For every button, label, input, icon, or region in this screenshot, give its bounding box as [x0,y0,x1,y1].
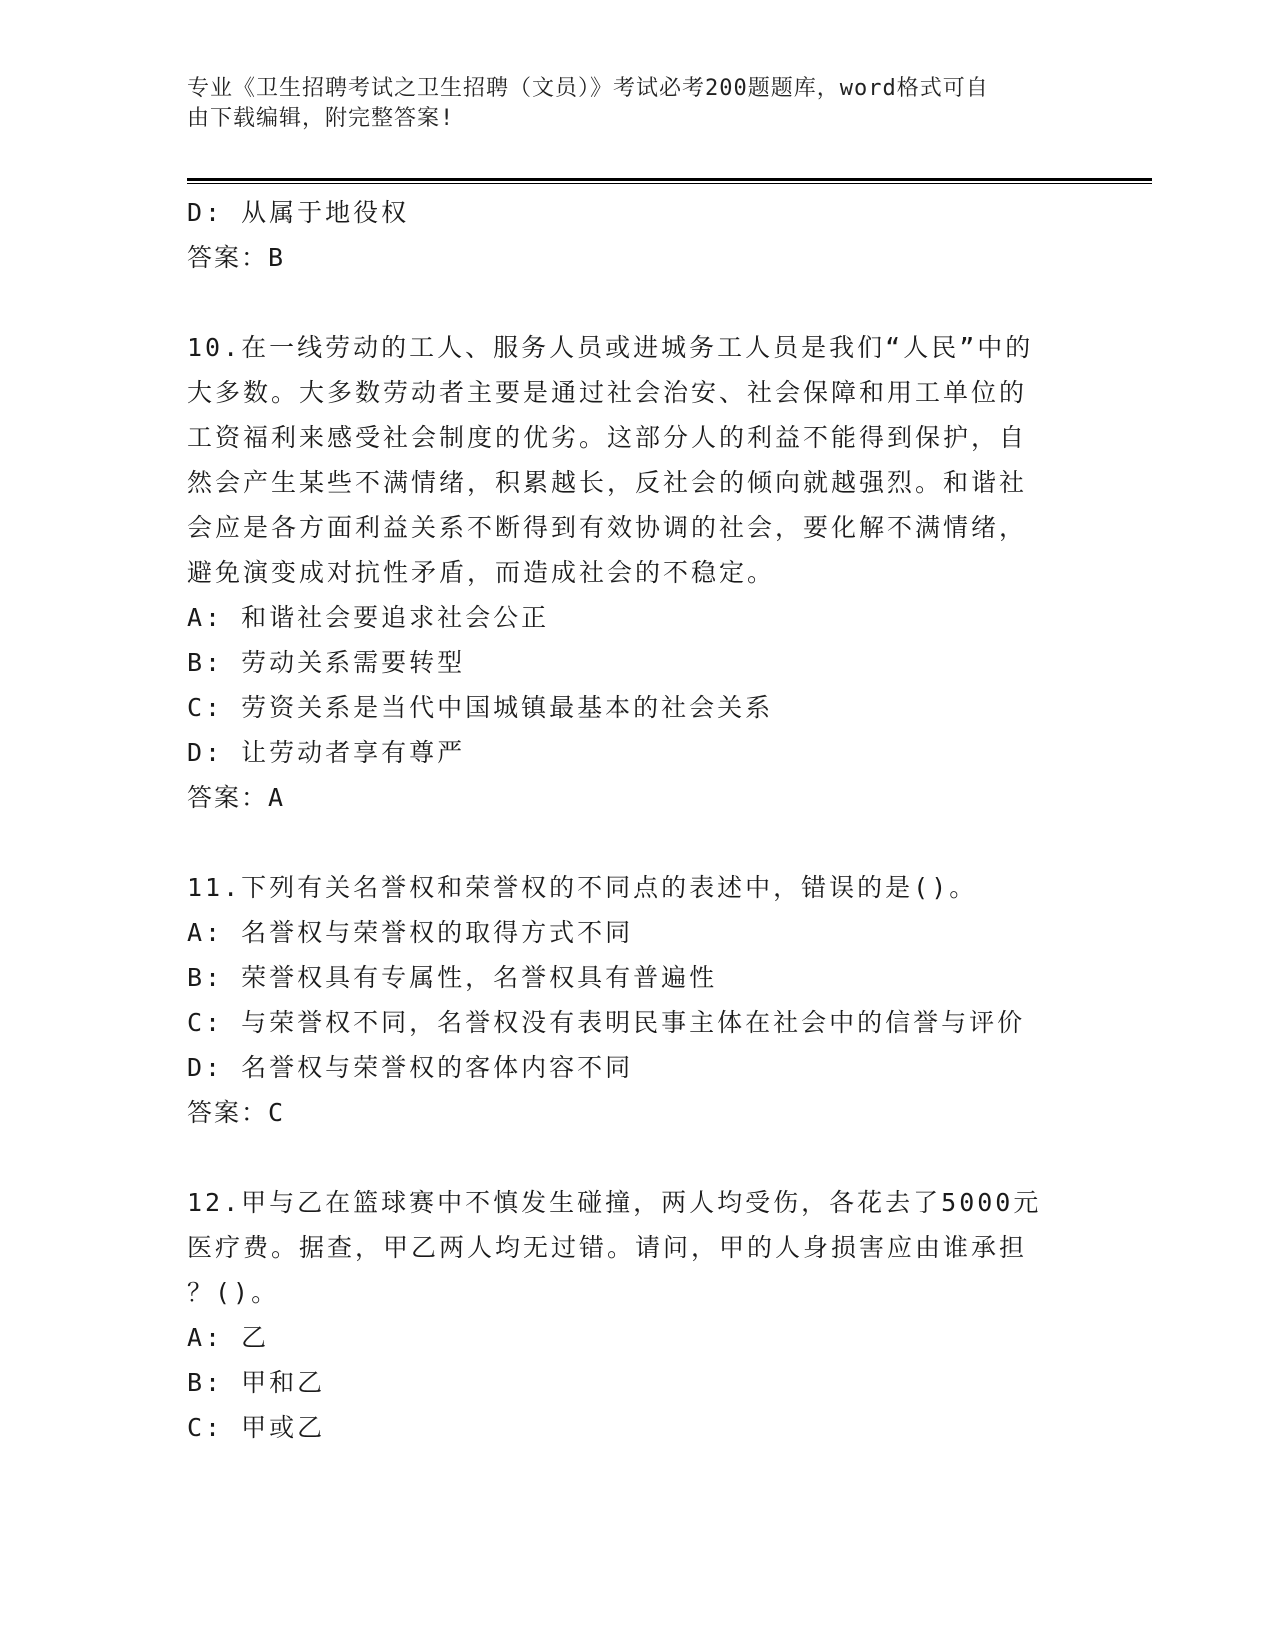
option-c: C: 甲或乙 [187,1413,326,1442]
header-divider-thick [187,178,1152,181]
stem-line: 12.甲与乙在篮球赛中不慎发生碰撞，两人均受伤，各花去了5000元 [187,1188,1042,1217]
option-d: D: 名誉权与荣誉权的客体内容不同 [187,1053,634,1082]
stem-line: 11.下列有关名誉权和荣誉权的不同点的表述中，错误的是()。 [187,873,978,902]
answer-value: A [268,783,285,812]
document-header [187,74,1067,134]
option-a: A: 乙 [187,1323,270,1352]
option-d: D: 从属于地役权 [187,198,410,227]
stem-line: 大多数。大多数劳动者主要是通过社会治安、社会保障和用工单位的 [187,378,1028,407]
answer-line [187,1090,1087,1135]
stem-line: 然会产生某些不满情绪，积累越长，反社会的倾向就越强烈。和谐社 [187,468,1028,497]
answer-label: 答案： [187,1098,269,1127]
option-b: B: 劳动关系需要转型 [187,648,466,677]
spacer [187,280,1087,325]
option-d: D: 让劳动者享有尊严 [187,738,466,767]
header-line-2: 由下载编辑，附完整答案! [187,106,455,131]
option-a: A: 名誉权与荣誉权的取得方式不同 [187,918,634,947]
option-b: B: 甲和乙 [187,1368,326,1397]
stem-line: 避免演变成对抗性矛盾，而造成社会的不稳定。 [187,558,776,587]
stem-line: 10.在一线劳动的工人、服务人员或进城务工人员是我们“人民”中的 [187,333,1034,362]
question-12 [187,1180,1087,1450]
option-c: C: 与荣誉权不同，名誉权没有表明民事主体在社会中的信誉与评价 [187,1008,1026,1037]
question-10 [187,325,1087,820]
question-stem [187,325,1087,595]
answer-label: 答案： [187,783,269,812]
option-c: C: 劳资关系是当代中国城镇最基本的社会关系 [187,693,774,722]
stem-line: 会应是各方面利益关系不断得到有效协调的社会，要化解不满情绪， [187,513,1028,542]
header-line-1: 专业《卫生招聘考试之卫生招聘（文员）》考试必考200题题库，word格式可自 [187,76,989,101]
spacer [187,820,1087,865]
question-stem [187,1180,1087,1315]
stem-line: 医疗费。据查，甲乙两人均无过错。请问，甲的人身损害应由谁承担 [187,1233,1028,1262]
question-9-tail [187,190,1087,280]
stem-line: 工资福利来感受社会制度的优劣。这部分人的利益不能得到保护，自 [187,423,1028,452]
stem-line: ？()。 [187,1278,280,1307]
option-a: A: 和谐社会要追求社会公正 [187,603,550,632]
spacer [187,1135,1087,1180]
answer-line [187,235,1087,280]
option-b: B: 荣誉权具有专属性，名誉权具有普遍性 [187,963,718,992]
question-11 [187,865,1087,1135]
answer-value: C [268,1098,285,1127]
answer-value: B [268,243,285,272]
header-divider-thin [187,183,1152,184]
question-content [187,190,1087,1450]
answer-label: 答案： [187,243,269,272]
answer-line [187,775,1087,820]
question-stem [187,865,1087,910]
